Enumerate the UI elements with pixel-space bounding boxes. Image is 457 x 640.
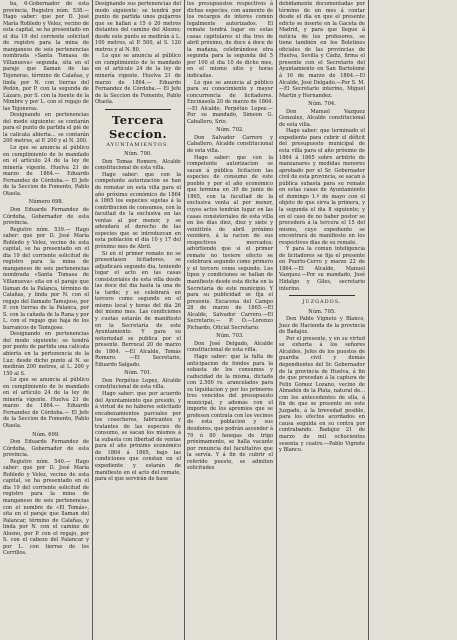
- article-paragraph: Registro núm. 539.— Hago saber: que por D. José María Robledo y Velez, vecino de esta capital, se ha presentado en el dia 19 del corriente solicitud de registro para la mina de manganeso de seis pertenencias nombrada «Santa Tomasa de Villanueva» sita en el paraje que llaman de la Palanca, término de Calañas, y linda por N. con el regajo del llamado Tamujoso, por P. con tierras de la Palanca, por S. con la cañada de la Rana y por L. con el regajo que baja de los barrancos de Tamujoso.: [3, 226, 91, 331]
- article-paragraph: Lo que se anuncia al público en cumplimiento de lo mandado en el artículo 24 de la ley de minería vigente. Huelva 21 de marzo de 1864.— Eduardo Fernandez de Córdoba.— El Jefe de la Seccion de Fomento, Pablo Otaola.: [3, 145, 91, 197]
- section-divider: [289, 295, 355, 296]
- article-paragraph: Hago saber: que con la competente autorizacion se han de rematar en esta villa para el año próximo económico de 1864 á 1865 los especies sujetas á la contribucion de consumos, con la facultad de la exclusiva en las ventas al por menor, y se adeudará el derecho de las especies que se introduzcan en esta población el dia 10 y 17 del próximo mes de Abril.: [95, 171, 183, 250]
- notice-number: Núm. 702.: [216, 127, 244, 134]
- article-paragraph: Lo que se anuncia al público en cumplimiento de lo mandado en el artículo 24 de la ley de minería vigente. Huelva 21 de marzo de 1864.— Eduardo Fernandez de Córdoba.— El Jefe de la Seccion de Fomento, Pablo Otaola.: [95, 53, 183, 106]
- notice-number: Núm. 705.: [308, 308, 336, 315]
- article-paragraph: Don José Delgado, Alcalde constitucional de esta villa.: [187, 340, 275, 354]
- column-3: [184, 0, 276, 640]
- subsection-heading: JUZGADOS.: [302, 299, 342, 306]
- article-paragraph: Hago saber: que con la competente autorizacion se sacan á pública licitacion las especies de consumo de este pueblo y por el año económico que termina en 30 de junio de 1865, con la facultad de la exclusiva venta al por menor, cuyos actos tendrán lugar en las casas consistoriales de esta villa en los días diez, diez y siete y veintitrés de abril próximo venidero, á la racion de sus respectivos mercados; advirtiendo que si el primer remate no tuviere efecto se celebrará segundo como primero y el tercero como segundo. Los tipos y condiciones se hallan de manifiesto desde esta dicha en la Secretaría de este municipio. Y para su publicidad se fija el presente. Escacena del Campo 28 de marzo de 1865.—El Alcalde, Salvador Carrero.—El Secretario,— P. O.—Lorenzo Pichardo, Oficial Secretario.: [187, 154, 275, 331]
- column-2: [92, 0, 184, 640]
- notice-number: Núm. 703.: [216, 333, 244, 340]
- article-paragraph: Don Manuel Vazquez Gonzalez, Alcalde constitucional de esta villa.: [279, 108, 367, 128]
- article-paragraph: Lo que se anuncia al público para su conocimiento y mayor concurrencia de licitadores. Encinasola 20 de marzo de 1864.—El Alcalde, Perpétuo Lopez.—Por su mandado, Simeon G. Caballero, Srio.: [187, 79, 275, 125]
- article-paragraph: Hago saber: que la falta de anticipacion de fondos para la subasta de los consumos y caducidad de la misma, dictada con 2.500 rs. arancelados para su liquidacion y por los primeros tres vencidos del presupuesto municipal, y además con el importe de los apremios que se profesen contrata con los vecinos de esta poblacion y sus deudores, que podrán ascender á 70 ú 80 fanegas de trigo próximamente, se halla vacante por renuncia del facultativo que la servía. Y á fin de cubrir el referido puesto, se admiten solicitudes: [187, 353, 275, 472]
- article-paragraph: los presupuestos respectivos á dichas especies, con aumento de los recargos de interes común legalmente autorizados. El remate tendrá lugar en estas casas capitulares el dia tres de abril próximo, de doce á doce de la mañana, celebrándose otra segunda para la segunda del 5 por 100 el dia 10 de dicho mes, en el mismo sitio y horas indicadas.: [187, 1, 275, 80]
- section-title: Tercera Seccion.: [108, 112, 169, 141]
- notice-number: Núm. 700.: [124, 151, 152, 158]
- article-paragraph: ba, 6-Gobernador de esta provincia, Registro núm. 538.— Hago saber: que por D. José María Robledo y Velez, vecino de esta capital, se ha presentado en el dia 19 del corriente solicitud de registro para la mina de manganeso de seis pertenencias nombrada «Santa Tomasa de Villanueva» segunda, sita en el paraje que llaman de las Tejoneras, término de Calañas, y linda por N. con tierras del Pedón, por P. con la segunda de Lázaro, por S. con la fuente de la Mimbre y por L. con el regajo de las Tejoneras.: [3, 1, 91, 112]
- article-paragraph: Registro núm. 540.— Hago saber: que por D. José María Robledo y Velez, vecino de esta capital, se ha presentado en el dia 19 del corriente solicitud de registro para la mina de manganeso de seis pertenencias con el nombre de «El Tomás», sita en el paraje que llaman del Palancar, término de Calañas, y linda por N. con el camino de Alosno, por P. con el regajo, por S. con el cabezo del Palancar y por L. con tierras de los Cerrillos.: [3, 458, 91, 557]
- article-paragraph: Don Tomas Romero, Alcalde constitucional de esta villa.: [95, 158, 183, 172]
- article-paragraph: Designando en pertenencias del modo siguiente: se tendrá por punto de partida una calicata abierta en la pertenencia de la Luz; desde dicho punto al N. se medirán 200 metros, al L. 200 y 150 al S.: [3, 331, 91, 377]
- article-paragraph: Don Pablo Vigneto y Blanco, Juez de Hacienda de la provincia de Badajoz.: [279, 316, 367, 336]
- article-paragraph: Don Eduardo Fernandez de Córdoba, Gobernador de esta provincia.: [3, 439, 91, 459]
- article-paragraph: Don Perpétuo Lopez, Alcalde constitucional de esta villa.: [95, 377, 183, 391]
- article-paragraph: debidamente documentadas por término de un mes á contar desde el dia en que el presente edicto se inserte en la Gaceta de Madrid, y para que llegue á noticia de los profesores, se tiene también en los Boletines oficiales de las provincias de Huelva, Sevilla y Cádiz, firma el presente con el Secretario del Ayuntamiento en San Bartolomé á 16 de marzo de 1864.—El Alcalde, José Delgado.—Por S. M.—El Secretario interino, Miguel Martin y Hernandez.: [279, 1, 367, 99]
- article-paragraph: Don Salvador Carrero y Caballero, Alcalde constitucional de esta villa.: [187, 134, 275, 155]
- section-subtitle: AYUNTAMIENTOS.: [106, 141, 170, 148]
- article-paragraph: Hago saber: que por acuerdo del Ayuntamiento que presido, y á virtud de no haberse solicitado encabezamientos parciales por los cosecheros, fabricantes y tratantes de las especies de consumo, se sacan los mismos á la subasta con libertad de ventas para el año próximo económico de 1864 á 1865, bajo las condiciones que constan en el expediente y estarán de manifiesto en el acto del remate, para el que servirán de base: [95, 390, 183, 483]
- article-paragraph: Don Eduardo Fernandez de Córdoba, Gobernador de esta provincia.: [3, 206, 91, 227]
- article-paragraph: Lo que se anuncia al público en cumplimiento de lo mandado en el artículo 24 de la ley de minería vigente. Huelva 21 de marzo de 1864.— Eduardo Fernandez de Córdoba.— El Jefe de la Seccion de Fomento, Pablo Otaola.: [3, 377, 91, 429]
- notice-number: Número 698.: [28, 199, 64, 206]
- article-paragraph: Por el presente, y en su virtud se exhorta á los señores Alcaldes, Jefes de los puestos de guardia civil y demás dependientes del Sr. Gobernador de la provincia de Huelva, á fin de que procedan á la captura de Felix Gomez Lozano, vecino de Almadén de la Plata, natural de... con los antecedentes de ella, á fin de que se presente en este Juzgado, á la brevedad posible, para los efectos acordados en causa seguida en su contra por contrabando. Badajoz 21 de marzo de mil ochocientos sesenta y cuatro.—Pablo Vignote y Blanco.: [279, 335, 367, 454]
- article-paragraph: Designando en pertenencias del modo siguiente: se contarán para el punto de partida el pié de la calicata abierta... se contarán 200 metros, al P. 200 y al N. 200.: [3, 112, 91, 145]
- notice-number: Núm. 704.: [308, 101, 336, 108]
- notice-number: Núm. 699.: [32, 431, 60, 438]
- article-paragraph: Hago saber: que terminado el expediente para cubrir el déficit del presupuesto municipal de esta villa para el año próximo de 1864 á 1865 sobre arbitrio de manzanares y medidas menores aprobado por el Sr. Gobernador civil de esta provincia, se sacan á pública subasta para su remate en estas casas de Ayuntamiento el domingo 1.º de mayo con el objeto de que sirva la primera, y la segunda el dia 8 siguiente; y en el caso de no haber postor se procederá á la tercera el 15 del mismo, cuyo expediente se encontrará de manifiesto en los respectivos dias de su remate.: [279, 128, 367, 246]
- column-1: [0, 0, 92, 640]
- article-paragraph: Si en el primer remate no se presentasen licitadores, se adjudicará segundo dia, teniendo lugar el acto en las casas consistoriales de esta villa desde las doce del dia hasta la una de la tarde; y se celebrará un tercero como segundo en el mismo local y horas del día 26 del mismo mes. Las condiciones y cuotas estarán de manifiesto en la Secretaría de este Ayuntamiento. Y para su notoriedad se publica por el presente. Berrocal 20 de marzo de 1864. —El Alcalde, Tomás Romero. —El Secretario, Eduardo Salgado.: [95, 250, 183, 368]
- column-5: [368, 0, 457, 640]
- column-4: [276, 0, 368, 640]
- notice-number: Núm. 701.: [124, 370, 152, 377]
- article-paragraph: Y para la comun inteligencia de licitadores se fija el presente en Puerto-Cerro y marzo 22 de 1864.—El Alcalde, Manuel Vazquez.—Por su mandado, José Hidalgo y Giles, secretario interino.: [279, 246, 367, 292]
- article-paragraph: Designando sus pertenencias del modo siguiente: se tendrá por punto de partida unos guijarros que se hallan a 15 ó 20 metros distantes del camino del Alosno; desde este punto se medirán á L. 100 metros, al P. 500, al S. 120 metros y al N. 80.: [95, 1, 183, 53]
- section-divider: [105, 109, 171, 110]
